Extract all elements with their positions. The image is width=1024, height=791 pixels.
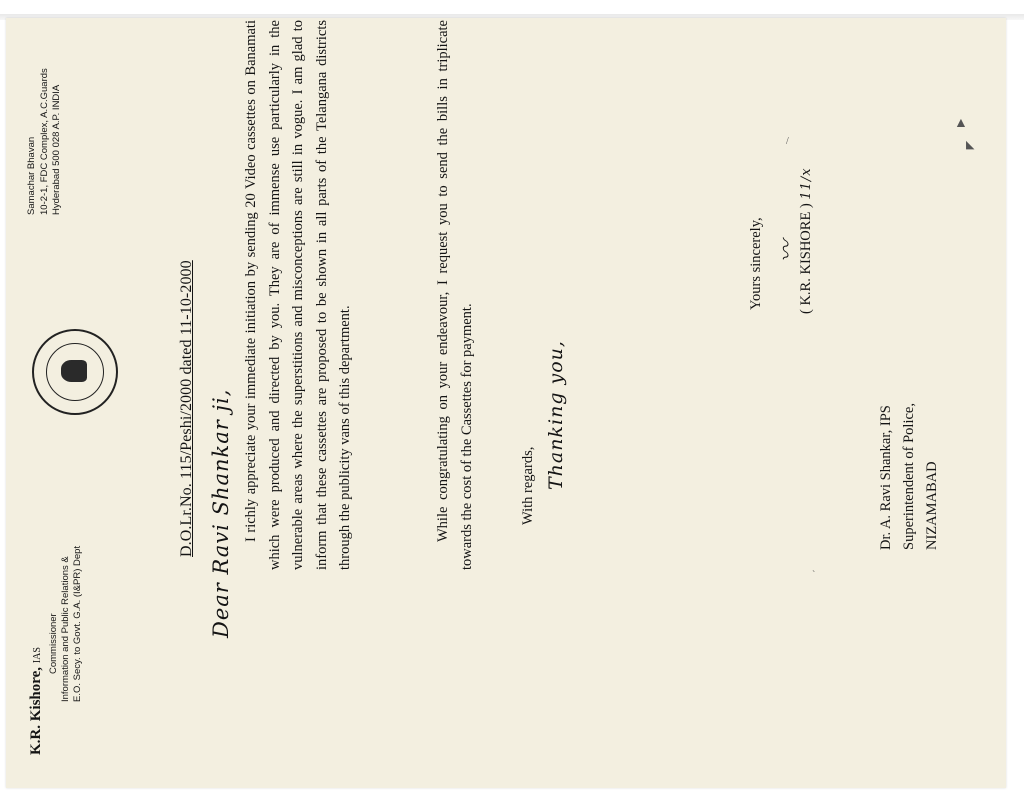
letterhead-secretary: E.O. Secy. to Govt. G.A. (I&PR) Dept bbox=[72, 545, 83, 702]
signature: 〰 bbox=[775, 238, 800, 262]
recipient-title: Superintendent of Police, bbox=[901, 403, 917, 550]
paragraph-2: While congratulating on your endeavour, I request you to send the bills in triplicate towards the cost of the Cassettes for payment. bbox=[435, 20, 475, 570]
reference-number: D.O.Lr.No. 115/Peshi/2000 dated 11-10-2000 bbox=[178, 260, 195, 557]
recipient-place: NIZAMABAD bbox=[924, 461, 940, 550]
letterhead-department: Information and Public Relations & bbox=[60, 556, 71, 702]
recipient-block bbox=[875, 403, 944, 550]
salutation: Dear Ravi Shankar ji, bbox=[209, 388, 233, 638]
sender-address bbox=[26, 5, 64, 215]
margin-tick: / bbox=[786, 136, 789, 147]
margin-tick: ` bbox=[812, 570, 816, 581]
letterhead-name: K.R. Kishore, IAS bbox=[28, 647, 44, 755]
yours-sincerely: Yours sincerely, bbox=[748, 217, 764, 310]
letterhead-designation: Commissioner bbox=[48, 613, 59, 674]
address-line1: Samachar Bhavan bbox=[26, 136, 37, 215]
recipient-name: Dr. A. Ravi Shankar, IPS bbox=[878, 405, 894, 550]
address-line2: 10-2-1, FDC Complex, A.C.Guards bbox=[38, 68, 50, 215]
paragraph-1: I richly appreciate your immediate initiation by sending 20 Video cassettes on Banamati which were produced and directed by you. They are of immense use particularly in the vulnerable areas where the superstitions and misconceptions are still in vogue. I am glad to inform that these cassettes are proposed to be shown in all parts of the Telangana districts through the publicity vans of this department. bbox=[243, 20, 353, 570]
address-line3: Hyderabad 500 028 A.P. INDIA bbox=[51, 84, 62, 215]
signatory-name: ( K.R. KISHORE ) 11/x bbox=[798, 167, 814, 314]
letterhead-suffix: IAS bbox=[32, 647, 43, 664]
date-note: 11/x bbox=[799, 167, 814, 200]
state-emblem-icon bbox=[32, 329, 118, 415]
handwritten-note: Thanking you, bbox=[545, 340, 567, 490]
with-regards: With regards, bbox=[520, 446, 536, 525]
margin-mark: ◣ bbox=[966, 139, 975, 151]
margin-mark: ▲ bbox=[954, 116, 968, 131]
